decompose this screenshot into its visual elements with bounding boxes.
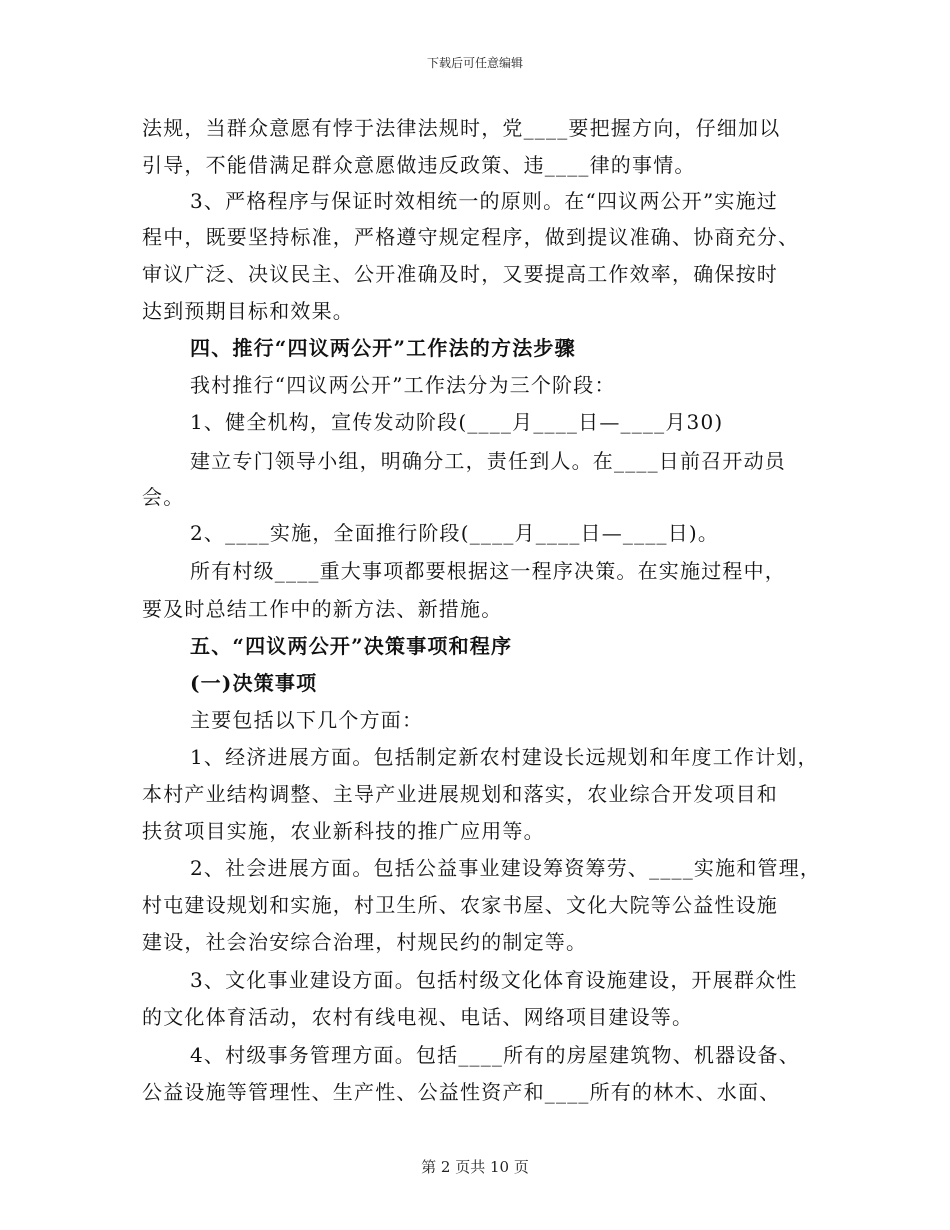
text-line: 要及时总结工作中的新方法、新措施。: [142, 597, 503, 621]
page-footer: 第 2 页共 10 页: [421, 1158, 529, 1176]
section-heading: 五、“四议两公开”决策事项和程序: [190, 634, 513, 658]
subsection-heading: (一)决策事项: [190, 671, 318, 695]
page-header: 下载后可任意编辑: [426, 56, 523, 70]
text-line: 3、严格程序与保证时效相统一的原则。在“四议两公开”实施过: [190, 189, 778, 213]
text-line: 建设，社会治安综合治理，村规民约的制定等。: [142, 930, 588, 954]
text-line: 的文化体育活动，农村有线电视、电话、网络项目建设等。: [142, 1005, 694, 1029]
text-line: 扶贫项目实施，农业新科技的推广应用等。: [142, 819, 545, 843]
text-line: 法规，当群众意愿有悖于法律法规时，党____要把握方向，仔细加以: [142, 116, 781, 140]
text-line: 1、经济进展方面。包括制定新农村建设长远规划和年度工作计划，: [190, 745, 819, 769]
text-line: 主要包括以下几个方面：: [190, 708, 424, 732]
text-line: 1、健全机构，宣传发动阶段(____月____日—____月30): [190, 410, 724, 434]
text-line: 3、文化事业建设方面。包括村级文化体育设施建设，开展群众性: [190, 968, 798, 992]
text-line: 我村推行“四议两公开”工作法分为三个阶段：: [190, 373, 616, 397]
text-line: 2、____实施，全面推行阶段(____月____日—____日)。: [190, 521, 720, 545]
text-line: 引导，不能借满足群众意愿做违反政策、违____律的事情。: [142, 153, 696, 177]
section-heading: 四、推行“四议两公开”工作法的方法步骤: [190, 336, 576, 360]
text-line: 建立专门领导小组，明确分工，责任到人。在____日前召开动员: [190, 449, 786, 473]
text-line: 会。: [142, 485, 185, 509]
text-line: 本村产业结构调整、主导产业进展规划和落实，农业综合开发项目和: [142, 782, 778, 806]
text-line: 达到预期目标和效果。: [142, 299, 354, 323]
text-line: 审议广泛、决议民主、公开准确及时，又要提高工作效率，确保按时: [142, 262, 778, 286]
text-line: 村屯建设规划和实施，村卫生所、农家书屋、文化大院等公益性设施: [142, 893, 778, 917]
text-line: 2、社会进展方面。包括公益事业建设筹资筹劳、____实施和管理，: [190, 856, 822, 880]
text-line: 所有村级____重大事项都要根据这一程序决策。在实施过程中，: [190, 559, 786, 583]
text-line: 公益设施等管理性、生产性、公益性资产和____所有的林木、水面、: [142, 1080, 781, 1104]
text-line: 4、村级事务管理方面。包括____所有的房屋建筑物、机器设备、: [190, 1043, 800, 1067]
text-line: 程中，既要坚持标准，严格遵守规定程序，做到提议准确、协商充分、: [142, 225, 800, 249]
